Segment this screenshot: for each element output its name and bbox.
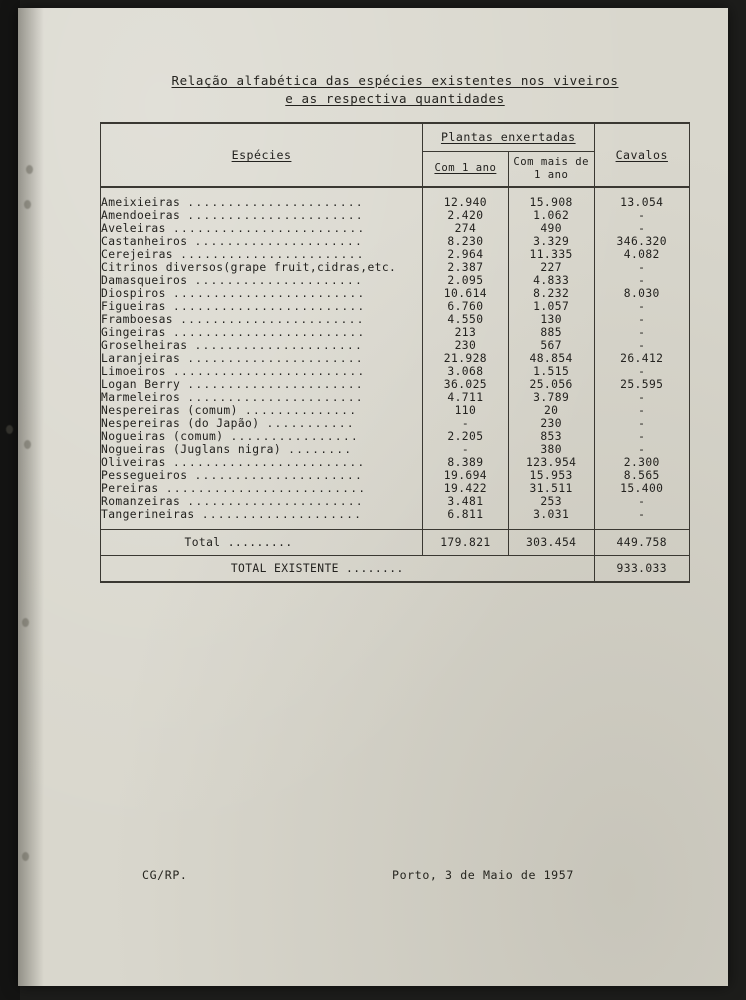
- cell-com-1-ano: 2.420: [423, 209, 509, 222]
- leader-dots: ...........: [266, 417, 355, 431]
- cell-especie: [101, 469, 423, 482]
- table-row: [101, 326, 690, 339]
- especie-name: Citrinos diversos(grape fruit,cidras,etc.: [101, 261, 397, 275]
- header-com-mais-1-ano: [508, 151, 594, 187]
- cell-com-mais: 3.031: [508, 508, 594, 530]
- cell-cavalos: -: [594, 443, 689, 456]
- cell-cavalos: -: [594, 495, 689, 508]
- cell-com-1-ano: 274: [423, 222, 509, 235]
- cell-com-mais: 11.335: [508, 248, 594, 261]
- header-especies: Espécies: [101, 123, 423, 187]
- leader-dots: ........................: [173, 287, 366, 301]
- table-row: [101, 313, 690, 326]
- leader-dots: .....................: [194, 235, 364, 249]
- leader-dots: .....................: [194, 339, 364, 353]
- especie-name: Laranjeiras: [101, 352, 188, 366]
- table-head: [101, 123, 690, 187]
- table-row: [101, 430, 690, 443]
- cell-cavalos: -: [594, 313, 689, 326]
- leader-dots: ................: [230, 430, 359, 444]
- leader-dots: .........................: [165, 482, 367, 496]
- leader-dots: ......................: [187, 495, 364, 509]
- especie-name: Tangerineiras: [101, 508, 202, 522]
- table-header-row-1: [101, 123, 690, 151]
- leader-dots: .....................: [194, 274, 364, 288]
- cell-cavalos: -: [594, 339, 689, 352]
- cell-especie: [101, 365, 423, 378]
- cell-cavalos: -: [594, 391, 689, 404]
- cell-com-mais: 490: [508, 222, 594, 235]
- cell-especie: [101, 378, 423, 391]
- cell-com-mais: 230: [508, 417, 594, 430]
- especie-name: Amendoeiras: [101, 209, 188, 223]
- cell-cavalos: -: [594, 430, 689, 443]
- cell-com-1-ano: 2.095: [423, 274, 509, 287]
- leader-dots: ........................: [173, 222, 366, 236]
- footer-date: Porto, 3 de Maio de 1957: [392, 868, 574, 882]
- cell-com-mais: 253: [508, 495, 594, 508]
- leader-dots: ........................: [173, 365, 366, 379]
- especie-name: Framboesas: [101, 313, 181, 327]
- cell-especie: [101, 456, 423, 469]
- cell-cavalos: 26.412: [594, 352, 689, 365]
- cell-cavalos: -: [594, 365, 689, 378]
- cell-com-mais: 123.954: [508, 456, 594, 469]
- especie-name: Castanheiros: [101, 235, 195, 249]
- table-row: [101, 378, 690, 391]
- table-row: [101, 235, 690, 248]
- especie-name: Cerejeiras: [101, 248, 181, 262]
- especie-name: Diospiros: [101, 287, 174, 301]
- cell-com-1-ano: 2.964: [423, 248, 509, 261]
- leader-dots: ........................: [173, 300, 366, 314]
- species-table: [100, 122, 690, 583]
- leader-dots: ........................: [173, 326, 366, 340]
- punch-mark: [26, 165, 33, 174]
- grand-total-value: 933.033: [594, 556, 689, 583]
- total-label: Total .........: [101, 530, 423, 556]
- cell-cavalos: 4.082: [594, 248, 689, 261]
- cell-cavalos: 8.565: [594, 469, 689, 482]
- table-row: [101, 417, 690, 430]
- especie-name: Groselheiras: [101, 339, 195, 353]
- table-row: [101, 404, 690, 417]
- header-com-1-ano: Com 1 ano: [423, 151, 509, 187]
- cell-com-mais: 15.953: [508, 469, 594, 482]
- table-row: [101, 300, 690, 313]
- leader-dots: .......................: [180, 313, 365, 327]
- table-row: [101, 508, 690, 530]
- cell-com-mais: 25.056: [508, 378, 594, 391]
- document-body: [100, 72, 690, 583]
- leader-dots: ....................: [201, 508, 363, 522]
- cell-especie: [101, 339, 423, 352]
- table-row: [101, 187, 690, 209]
- cell-com-mais: 3.789: [508, 391, 594, 404]
- cell-especie: [101, 430, 423, 443]
- cell-cavalos: 25.595: [594, 378, 689, 391]
- cell-especie: [101, 222, 423, 235]
- cell-com-mais: 48.854: [508, 352, 594, 365]
- table-row: [101, 456, 690, 469]
- cell-com-1-ano: 213: [423, 326, 509, 339]
- cell-com-1-ano: 36.025: [423, 378, 509, 391]
- grand-total-row: [101, 556, 690, 583]
- cell-com-mais: 380: [508, 443, 594, 456]
- table-row: [101, 482, 690, 495]
- header-com-mais-1-ano-text: Com mais de 1 ano: [513, 155, 589, 181]
- leader-dots: ......................: [187, 196, 364, 210]
- especie-name: Nespereiras (do Japão): [101, 417, 267, 431]
- cell-com-1-ano: 4.550: [423, 313, 509, 326]
- table-row: [101, 339, 690, 352]
- table-row: [101, 391, 690, 404]
- cell-com-mais: 15.908: [508, 187, 594, 209]
- header-plantas-enxertadas: Plantas enxertadas: [423, 123, 594, 151]
- table-row: [101, 209, 690, 222]
- grand-total-label: TOTAL EXISTENTE ........: [101, 556, 595, 583]
- cell-especie: [101, 300, 423, 313]
- cell-com-1-ano: 21.928: [423, 352, 509, 365]
- table-row: [101, 495, 690, 508]
- table-row: [101, 365, 690, 378]
- cell-com-mais: 1.062: [508, 209, 594, 222]
- especie-name: Ameixieiras: [101, 196, 188, 210]
- cell-com-mais: 885: [508, 326, 594, 339]
- cell-com-1-ano: 110: [423, 404, 509, 417]
- table-row: [101, 469, 690, 482]
- especie-name: Logan Berry: [101, 378, 188, 392]
- especie-name: Pereiras: [101, 482, 166, 496]
- cell-cavalos: -: [594, 222, 689, 235]
- cell-cavalos: 15.400: [594, 482, 689, 495]
- especie-name: Romanzeiras: [101, 495, 188, 509]
- leader-dots: ......................: [187, 209, 364, 223]
- header-cavalos: Cavalos: [594, 123, 689, 187]
- cell-especie: [101, 248, 423, 261]
- punch-mark: [22, 618, 29, 627]
- cell-especie: [101, 209, 423, 222]
- punch-mark: [24, 440, 31, 449]
- cell-com-1-ano: 2.387: [423, 261, 509, 274]
- cell-cavalos: 8.030: [594, 287, 689, 300]
- cell-especie: [101, 261, 423, 274]
- cell-com-1-ano: 4.711: [423, 391, 509, 404]
- cell-especie: [101, 482, 423, 495]
- cell-com-1-ano: 3.481: [423, 495, 509, 508]
- document-footer: [100, 868, 690, 882]
- cell-cavalos: -: [594, 417, 689, 430]
- leader-dots: ........: [288, 443, 353, 457]
- cell-especie: [101, 274, 423, 287]
- cell-com-mais: 1.515: [508, 365, 594, 378]
- cell-especie: [101, 391, 423, 404]
- punch-mark: [6, 425, 13, 434]
- leader-dots: ......................: [187, 391, 364, 405]
- table-row: [101, 222, 690, 235]
- cell-com-1-ano: 10.614: [423, 287, 509, 300]
- cell-com-mais: 4.833: [508, 274, 594, 287]
- title-line-2: e as respectiva quantidades: [285, 91, 505, 107]
- cell-cavalos: 346.320: [594, 235, 689, 248]
- cell-com-mais: 20: [508, 404, 594, 417]
- cell-cavalos: -: [594, 326, 689, 339]
- cell-com-1-ano: 12.940: [423, 187, 509, 209]
- cell-cavalos: -: [594, 404, 689, 417]
- footer-reference: CG/RP.: [142, 868, 188, 882]
- especie-name: Limoeiros: [101, 365, 174, 379]
- especie-name: Marmeleiros: [101, 391, 188, 405]
- leader-dots: .....................: [194, 469, 364, 483]
- cell-com-1-ano: 8.389: [423, 456, 509, 469]
- binding-edge: [0, 0, 20, 1000]
- cell-com-mais: 1.057: [508, 300, 594, 313]
- cell-com-mais: 3.329: [508, 235, 594, 248]
- page-edge-shadow: [18, 8, 44, 986]
- punch-mark: [22, 852, 29, 861]
- table-body: [101, 187, 690, 530]
- leader-dots: ........................: [173, 456, 366, 470]
- cell-com-1-ano: 19.694: [423, 469, 509, 482]
- total-row: [101, 530, 690, 556]
- cell-com-1-ano: -: [423, 443, 509, 456]
- cell-com-1-ano: 3.068: [423, 365, 509, 378]
- cell-cavalos: -: [594, 274, 689, 287]
- cell-com-1-ano: 8.230: [423, 235, 509, 248]
- cell-cavalos: 2.300: [594, 456, 689, 469]
- table-row: [101, 248, 690, 261]
- leader-dots: .......................: [180, 248, 365, 262]
- especie-name: Damasqueiros: [101, 274, 195, 288]
- total-com-mais: 303.454: [508, 530, 594, 556]
- leader-dots: ......................: [187, 352, 364, 366]
- cell-com-mais: 130: [508, 313, 594, 326]
- total-com-1-ano: 179.821: [423, 530, 509, 556]
- cell-com-mais: 8.232: [508, 287, 594, 300]
- cell-especie: [101, 508, 423, 530]
- table-row: [101, 274, 690, 287]
- cell-especie: [101, 404, 423, 417]
- cell-com-1-ano: 6.811: [423, 508, 509, 530]
- cell-cavalos: 13.054: [594, 187, 689, 209]
- cell-especie: [101, 313, 423, 326]
- cell-com-1-ano: 230: [423, 339, 509, 352]
- cell-com-mais: 31.511: [508, 482, 594, 495]
- especie-name: Gingeiras: [101, 326, 174, 340]
- cell-com-1-ano: 6.760: [423, 300, 509, 313]
- cell-com-mais: 227: [508, 261, 594, 274]
- leader-dots: ..............: [245, 404, 358, 418]
- cell-especie: [101, 417, 423, 430]
- especie-name: Pessegueiros: [101, 469, 195, 483]
- cell-com-1-ano: 19.422: [423, 482, 509, 495]
- especie-name: Oliveiras: [101, 456, 174, 470]
- punch-mark: [24, 200, 31, 209]
- total-cavalos: 449.758: [594, 530, 689, 556]
- leader-dots: ......................: [187, 378, 364, 392]
- table-row: [101, 443, 690, 456]
- title-line-1: Relação alfabética das espécies existentes nos viveiros: [171, 73, 619, 88]
- cell-especie: [101, 495, 423, 508]
- especie-name: Aveleiras: [101, 222, 174, 236]
- cell-cavalos: -: [594, 261, 689, 274]
- cell-com-mais: 567: [508, 339, 594, 352]
- table-row: [101, 352, 690, 365]
- cell-com-1-ano: -: [423, 417, 509, 430]
- table-totals: [101, 530, 690, 583]
- cell-cavalos: -: [594, 300, 689, 313]
- cell-cavalos: -: [594, 508, 689, 530]
- cell-cavalos: -: [594, 209, 689, 222]
- table-row: [101, 261, 690, 274]
- cell-especie: [101, 235, 423, 248]
- cell-especie: [101, 187, 423, 209]
- especie-name: Nogueiras (comum): [101, 430, 231, 444]
- cell-especie: [101, 326, 423, 339]
- cell-especie: [101, 287, 423, 300]
- cell-com-1-ano: 2.205: [423, 430, 509, 443]
- especie-name: Nogueiras (Juglans nigra): [101, 443, 289, 457]
- table-row: [101, 287, 690, 300]
- especie-name: Figueiras: [101, 300, 174, 314]
- especie-name: Nespereiras (comum): [101, 404, 246, 418]
- document-title: [100, 72, 690, 108]
- cell-especie: [101, 352, 423, 365]
- cell-especie: [101, 443, 423, 456]
- cell-com-mais: 853: [508, 430, 594, 443]
